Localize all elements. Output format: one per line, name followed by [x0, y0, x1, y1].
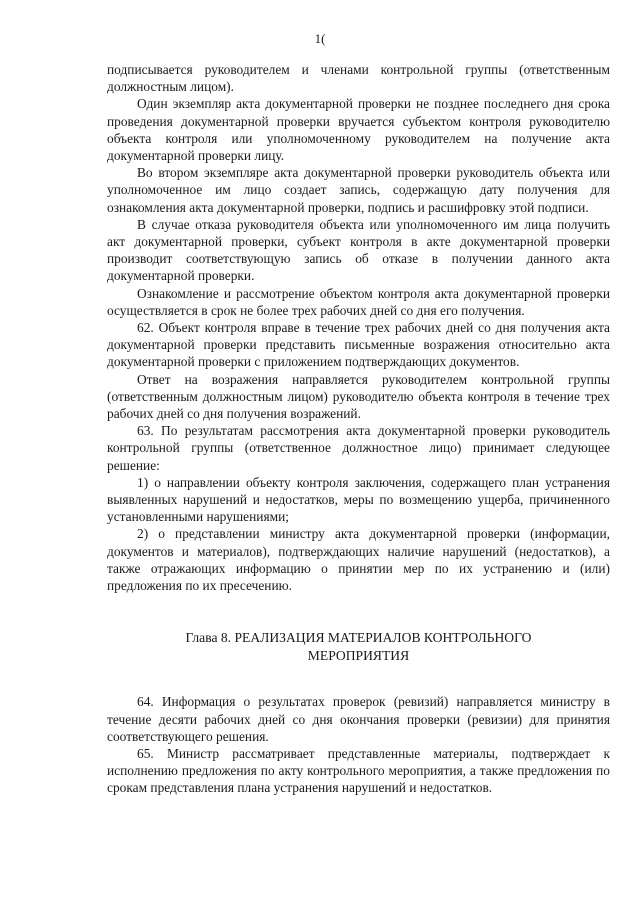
chapter-heading-line-2: МЕРОПРИЯТИЯ: [307, 648, 410, 664]
paragraph-64: 64. Информация о результатах проверок (ревизий) направляется министру в течение десяти рабочих дней со дня окончания проверки (ревизии) для принятия соответствующего решения.: [107, 694, 610, 744]
paragraph-second-copy: Во втором экземпляре акта документарной проверки руководитель объекта или уполномоченное им лицо создает запись, содержащую дату получения для ознакомления акта документарной проверки, подпись и расшифровку этой подписи.: [107, 165, 610, 215]
page-number: 1(: [314, 31, 326, 46]
paragraph-signing: подписывается руководителем и членами контрольной группы (ответственным должностным лицом).: [107, 62, 610, 95]
paragraph-review-term: Ознакомление и рассмотрение объектом контроля акта документарной проверки осуществляется в срок не более трех рабочих дней со дня его получения.: [107, 285, 610, 318]
paragraph-65: 65. Министр рассматривает представленные материалы, подтверждает к исполнению предложения по акту контрольного мероприятия, а также предложения по срокам представления плана устранения нарушений и недостатков.: [107, 745, 610, 796]
document-body: [107, 61, 610, 797]
chapter-heading: [107, 629, 610, 665]
paragraph-refusal: В случае отказа руководителя объекта или уполномоченного им лица получить акт документарной проверки, субъект контроля в акте документарной проверки производит соответствующую запись об отказе в получении данного акта документарной проверки.: [107, 216, 610, 284]
paragraph-63-item-2: 2) о представлении министру акта документарной проверки (информации, документов и материалов), подтверждающих наличие нарушений (недостатков), а также отражающих информацию о принятии мер по их устранению и (или) предложения по их пресечению.: [107, 526, 610, 594]
paragraph-objection-answer: Ответ на возражения направляется руководителем контрольной группы (ответственным должностным лицом) руководителю объекта контроля в течение трех рабочих дней со дня получения возражений.: [107, 371, 610, 422]
chapter-heading-line-1: Глава 8. РЕАЛИЗАЦИЯ МАТЕРИАЛОВ КОНТРОЛЬНОГО: [185, 630, 532, 646]
paragraph-62: 62. Объект контроля вправе в течение трех рабочих дней со дня получения акта документарной проверки представить письменные возражения относительно акта документарной проверки с приложением подтверждающих документов.: [107, 320, 610, 370]
paragraph-copy-delivery: Один экземпляр акта документарной проверки не позднее последнего дня срока проведения документарной проверки вручается субъектом контроля руководителю объекта контроля или уполномоченному руководителем на получение акта документарной проверки лицу.: [107, 96, 610, 164]
paragraph-63: 63. По результатам рассмотрения акта документарной проверки руководитель контрольной группы (ответственное должностное лицо) принимает следующее решение:: [107, 423, 610, 473]
paragraph-63-item-1: 1) о направлении объекту контроля заключения, содержащего план устранения выявленных нарушений и недостатков, меры по возмещению ущерба, причиненного установленными нарушениями;: [107, 474, 610, 525]
